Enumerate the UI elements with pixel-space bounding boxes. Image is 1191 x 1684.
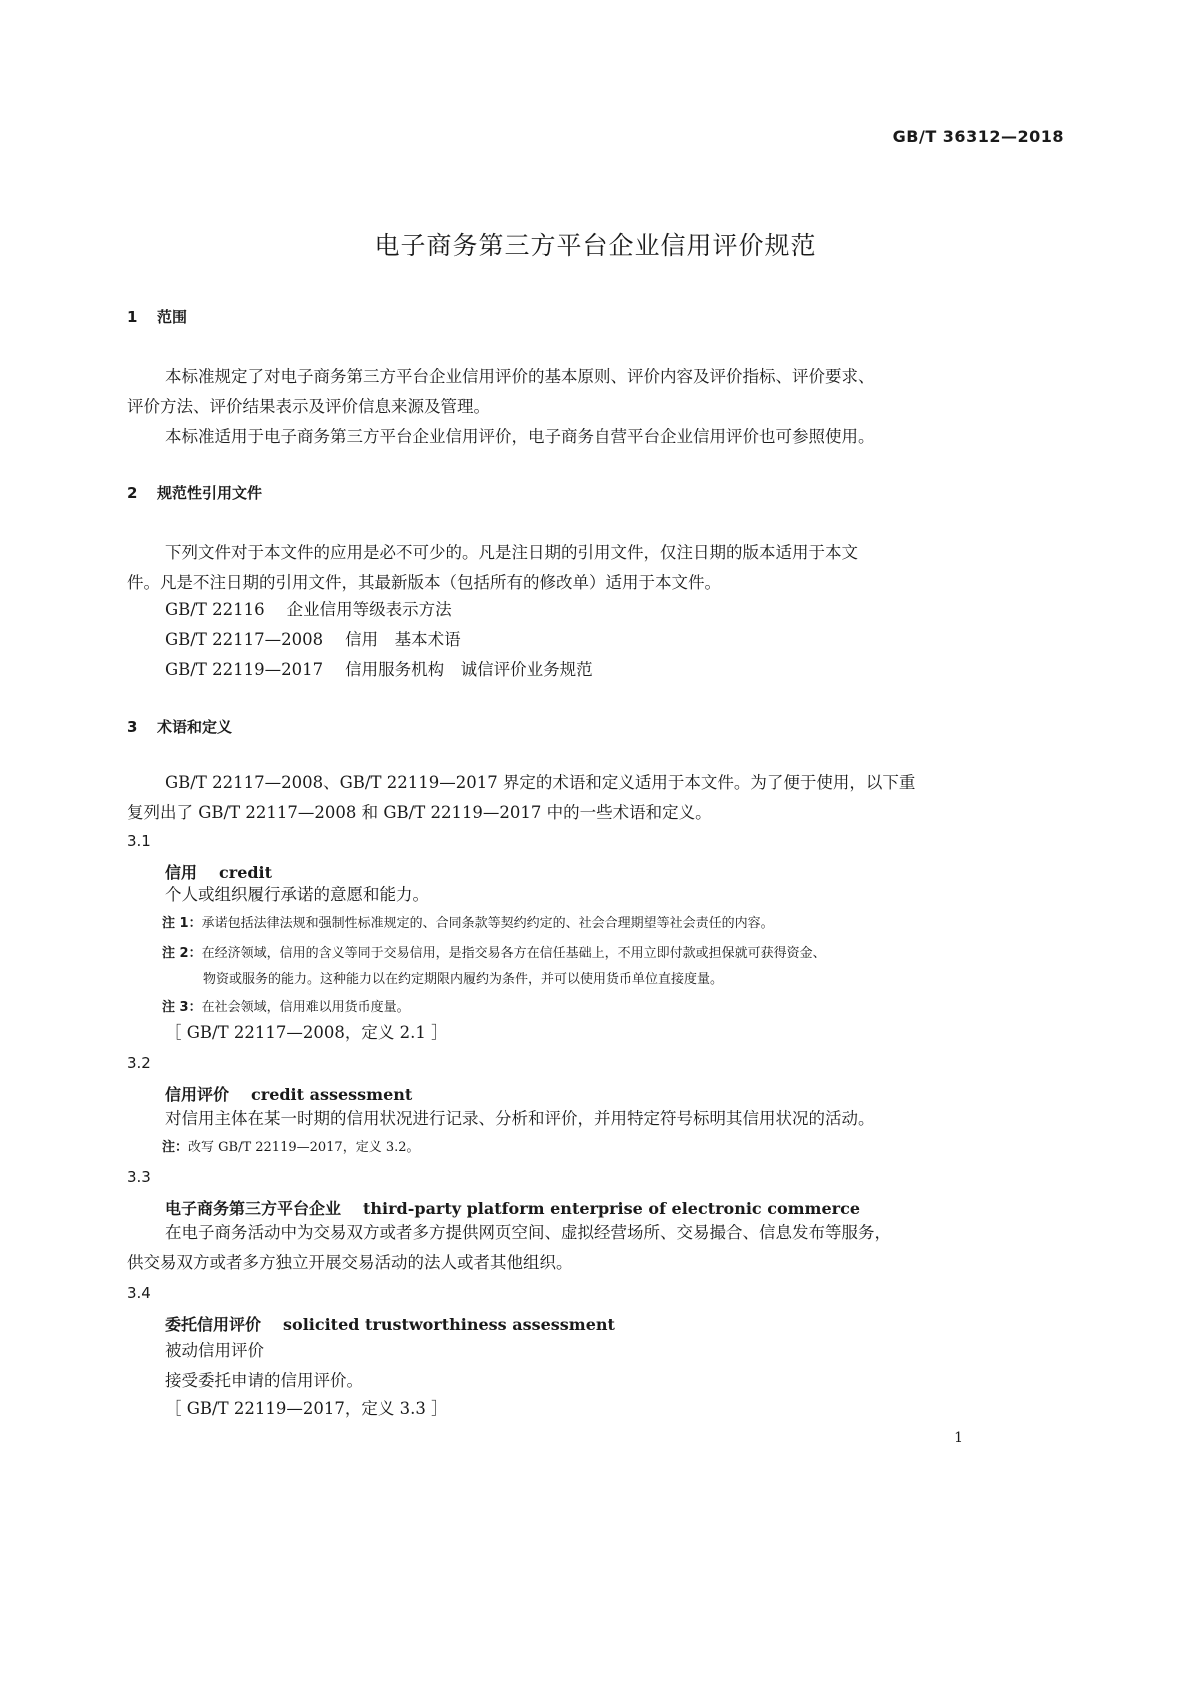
normative-reference [165,625,461,655]
note-text: 在经济领域，信用的含义等同于交易信用，是指交易各方在信任基础上，不用立即付款或担保就可获得资金、 [201,946,826,961]
document-title: 电子商务第三方平台企业信用评价规范 [374,231,817,260]
clause-number: 3.4 [127,1284,151,1302]
note-label: 注 1： [162,916,202,931]
section-1-heading [127,306,187,327]
term-source: ［ GB/T 22119—2017，定义 3.3 ］ [165,1399,448,1418]
section-number: 2 [127,484,138,502]
paragraph: 复列出了 GB/T 22117—2008 和 GB/T 22119—2017 中的一些术语和定义。 [127,803,712,822]
paragraph: 本标准规定了对电子商务第三方平台企业信用评价的基本原则、评价内容及评价指标、评价要求、 [165,367,875,386]
note-text: 在社会领域，信用难以用货币度量。 [201,1000,410,1015]
section-2-heading [127,482,262,503]
term-definition: 接受委托申请的信用评价。 [165,1371,363,1390]
term-zh: 委托信用评价 [165,1315,262,1334]
reference-title: 信用 基本术语 [345,630,461,649]
term-definition: 在电子商务活动中为交易双方或者多方提供网页空间、虚拟经营场所、交易撮合、信息发布等服务， [165,1223,891,1242]
note [162,996,410,1020]
note-text: 改写 GB/T 22119—2017，定义 3.2。 [188,1140,420,1155]
reference-code: GB/T 22117—2008 [165,630,324,649]
paragraph: 件。凡是不注日期的引用文件，其最新版本（包括所有的修改单）适用于本文件。 [127,573,721,592]
term-heading [165,1082,412,1105]
term-zh: 电子商务第三方平台企业 [165,1199,342,1218]
term-en: third-party platform enterprise of electronic commerce [363,1199,861,1218]
paragraph: 评价方法、评价结果表示及评价信息来源及管理。 [127,397,490,416]
note [162,942,826,966]
term-heading [165,1196,860,1219]
reference-title: 信用服务机构 诚信评价业务规范 [345,660,593,679]
standard-code: GB/T 36312—2018 [892,127,1064,146]
term-source: ［ GB/T 22117—2008，定义 2.1 ］ [165,1023,448,1042]
normative-reference [165,595,452,625]
normative-reference [165,655,593,685]
term-zh: 信用 [165,863,198,882]
clause-number: 3.1 [127,832,151,850]
section-title: 范围 [157,308,188,326]
note [162,912,774,936]
reference-code: GB/T 22119—2017 [165,660,324,679]
term-en: credit [219,863,273,882]
alternative-term: 被动信用评价 [165,1341,264,1360]
note-label: 注 3： [162,1000,202,1015]
term-definition: 对信用主体在某一时期的信用状况进行记录、分析和评价，并用特定符号标明其信用状况的活动。 [165,1109,875,1128]
clause-number: 3.3 [127,1168,151,1186]
note-label: 注 2： [162,946,202,961]
note [162,1136,420,1160]
note-label: 注： [162,1140,189,1155]
term-zh: 信用评价 [165,1085,230,1104]
paragraph: 下列文件对于本文件的应用是必不可少的。凡是注日期的引用文件，仅注日期的版本适用于本文 [165,543,858,562]
term-en: solicited trustworthiness assessment [283,1315,615,1334]
reference-code: GB/T 22116 [165,600,265,619]
term-definition: 个人或组织履行承诺的意愿和能力。 [165,885,429,904]
note-text: 承诺包括法律法规和强制性标准规定的、合同条款等契约约定的、社会合理期望等社会责任的内容。 [201,916,774,931]
term-heading [165,1312,615,1335]
paragraph: 本标准适用于电子商务第三方平台企业信用评价，电子商务自营平台企业信用评价也可参照使用。 [165,427,875,446]
section-title: 术语和定义 [157,718,233,736]
paragraph: GB/T 22117—2008、GB/T 22119—2017 界定的术语和定义适用于本文件。为了便于使用，以下重 [165,773,916,792]
term-en: credit assessment [251,1085,413,1104]
section-3-heading [127,716,232,737]
note-continuation: 物资或服务的能力。这种能力以在约定期限内履约为条件，并可以使用货币单位直接度量。 [203,972,724,987]
page-number: 1 [954,1430,963,1446]
clause-number: 3.2 [127,1054,151,1072]
section-number: 3 [127,718,138,736]
section-title: 规范性引用文件 [157,484,263,502]
reference-title: 企业信用等级表示方法 [286,600,452,619]
section-number: 1 [127,308,138,326]
term-definition-continuation: 供交易双方或者多方独立开展交易活动的法人或者其他组织。 [127,1253,573,1272]
